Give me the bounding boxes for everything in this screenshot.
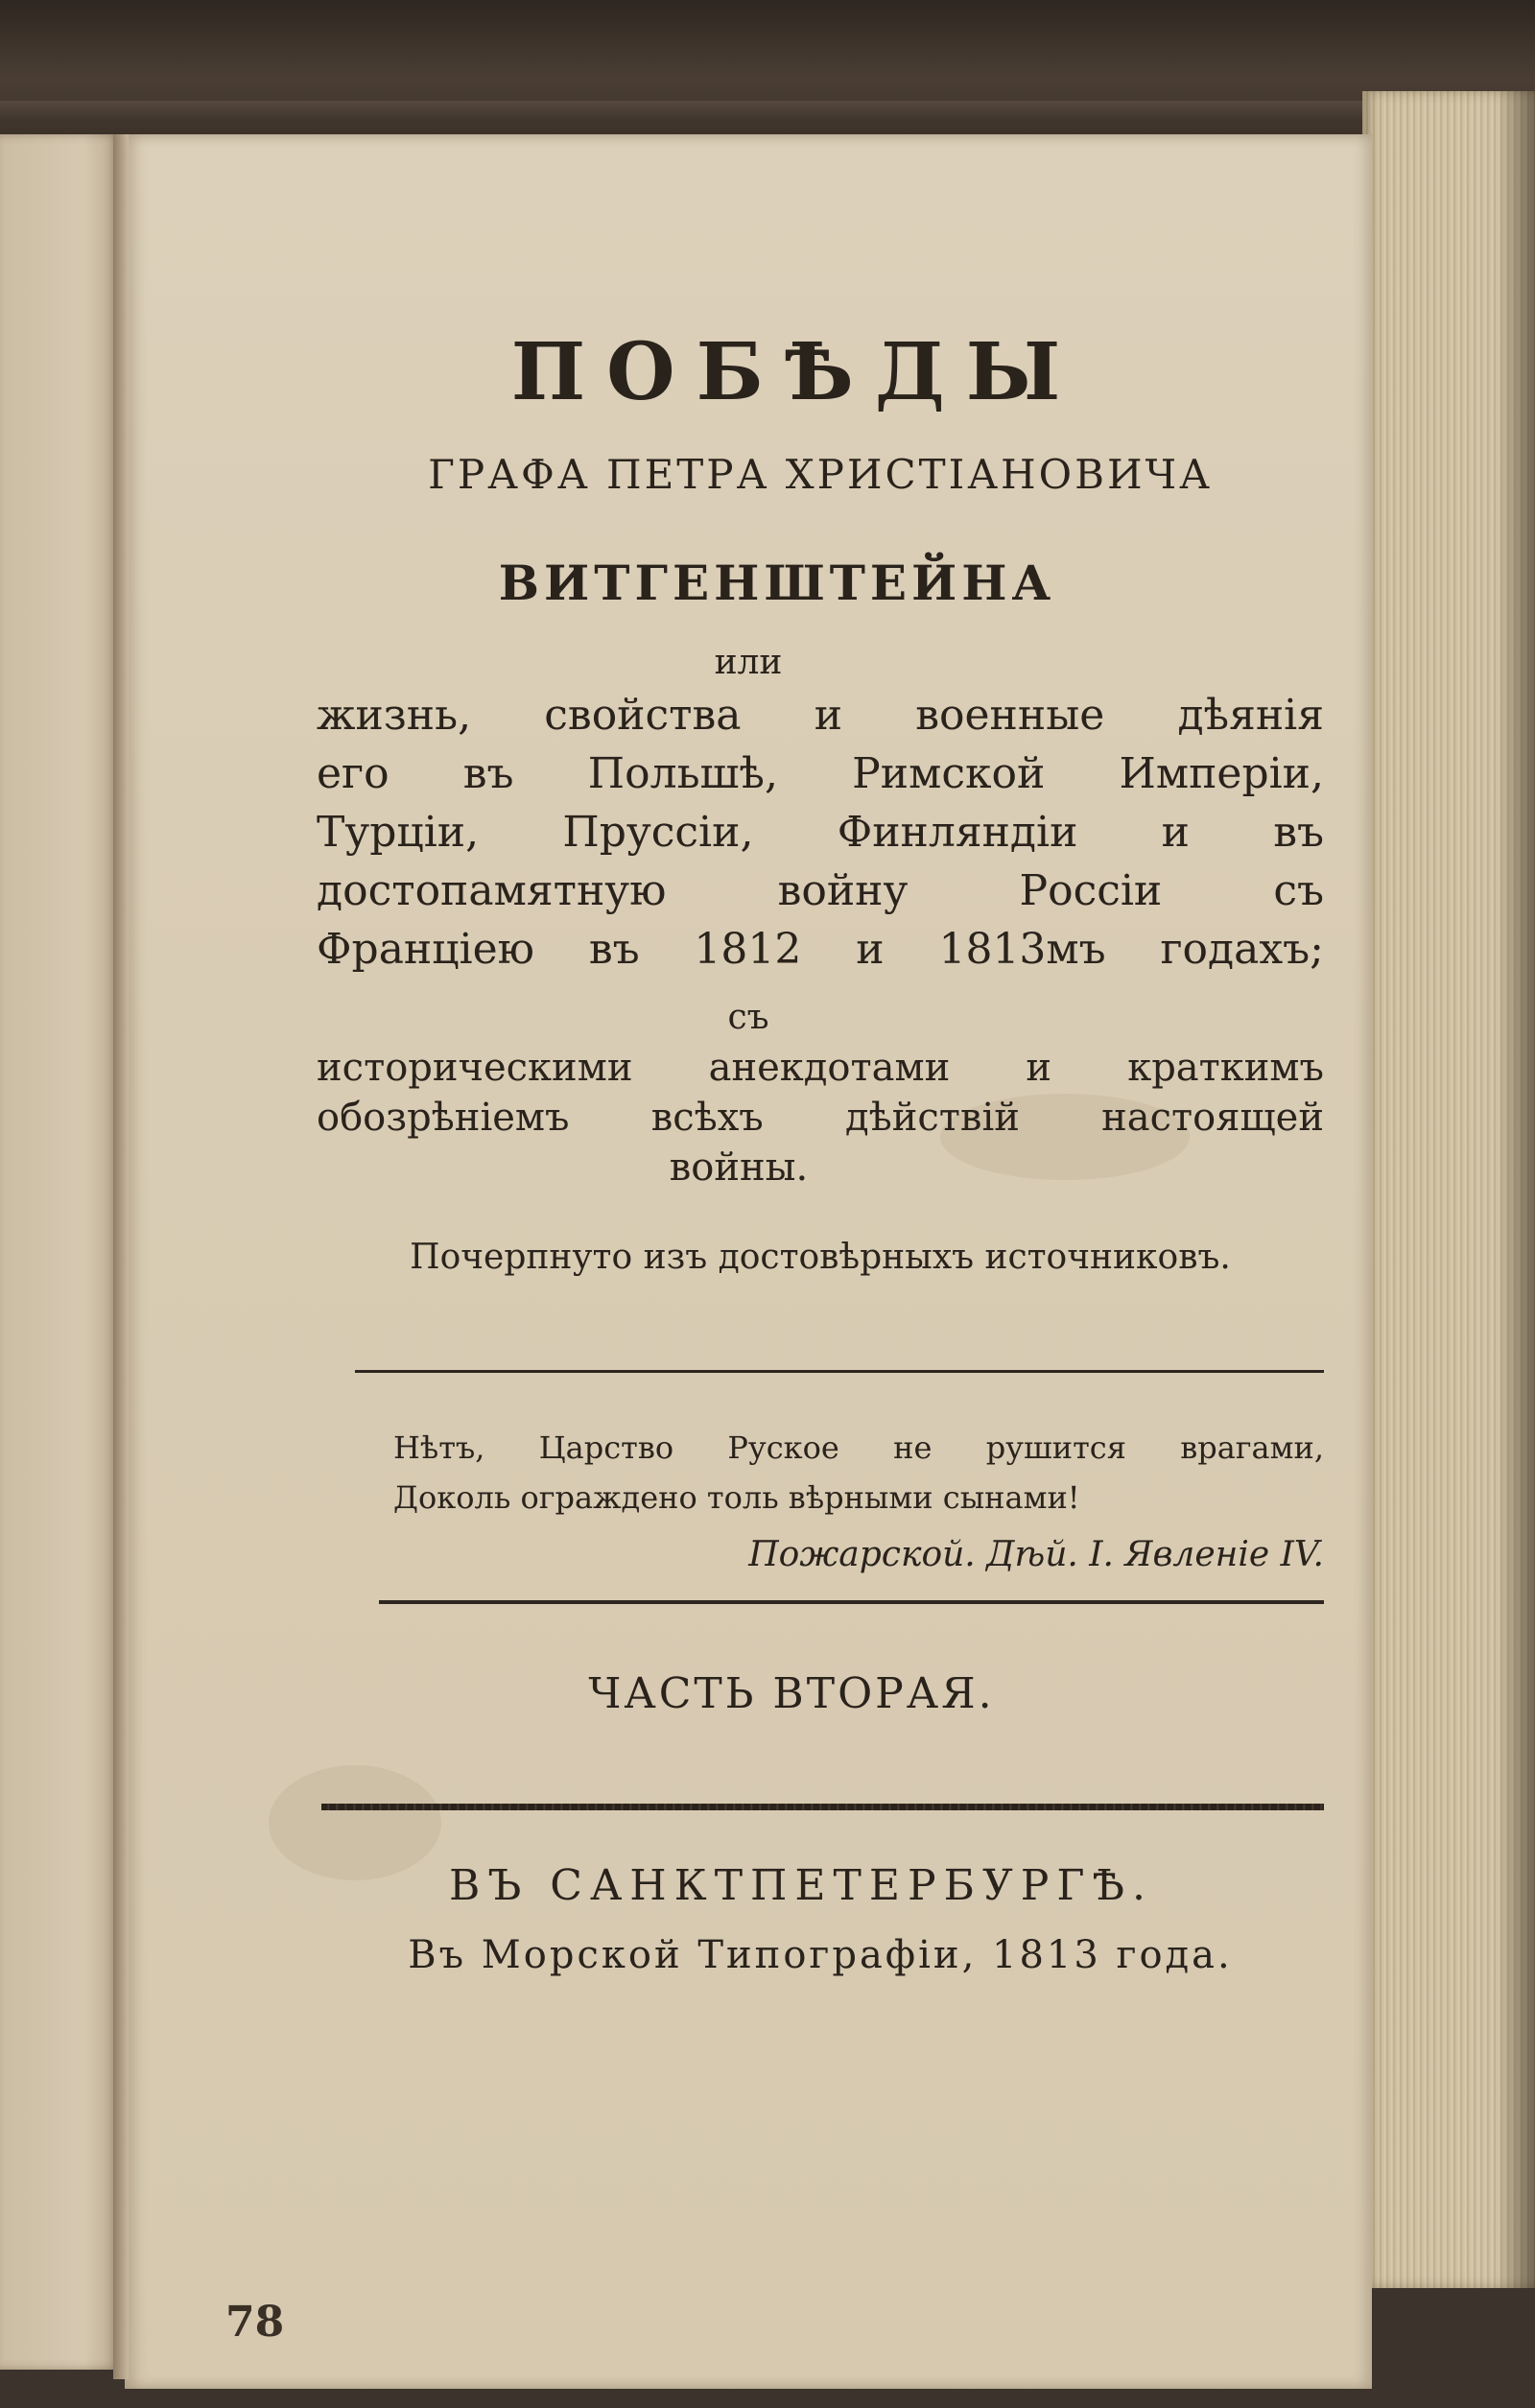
ornamental-rule — [321, 1804, 1324, 1810]
supplement-line: историческими анекдотами и краткимъ — [317, 1046, 1324, 1090]
folio-number: 78 — [225, 2298, 285, 2347]
left-page-edge — [0, 134, 120, 2370]
divider-rule — [355, 1370, 1324, 1373]
description-line: его въ Польшѣ, Римской Имперіи, — [317, 749, 1324, 798]
part-heading: ЧАСТЬ ВТОРАЯ. — [588, 1669, 995, 1718]
source-note: Почерпнуто изъ достовѣрныхъ источниковъ. — [410, 1238, 1231, 1277]
description-line: Франціею въ 1812 и 1813мъ годахъ; — [317, 925, 1324, 974]
title-page — [125, 134, 1372, 2389]
cover-spine-band — [0, 101, 1535, 122]
book-cover-top — [0, 0, 1535, 144]
epigraph-line: Нѣтъ, Царство Руское не рушится врагами, — [393, 1429, 1324, 1466]
page-block-shadow — [1497, 91, 1535, 2288]
subtitle-line-1: ГРАФА ПЕТРА ХРИСТІАНОВИЧА — [428, 451, 1213, 498]
subtitle-line-2: ВИТГЕНШТЕЙНА — [498, 555, 1056, 611]
imprint-printer: Въ Морской Типографіи, 1813 года. — [408, 1933, 1233, 1977]
book-gutter — [113, 134, 129, 2379]
description-line: достопамятную войну Россіи съ — [317, 866, 1324, 915]
divider-rule — [379, 1600, 1324, 1604]
epigraph-line: Доколь ограждено толь вѣрными сынами! — [393, 1479, 1080, 1516]
description-line: Турціи, Пруссіи, Финляндіи и въ — [317, 808, 1324, 857]
epigraph-citation: Пожарской. Дѣй. I. Явленіе IV. — [748, 1535, 1324, 1574]
imprint-city: ВЪ САНКТПЕТЕРБУРГѢ. — [449, 1861, 1153, 1910]
supplement-line: обозрѣніемъ всѣхъ дѣйствій настоящей — [317, 1096, 1324, 1140]
supplement-line: войны. — [669, 1145, 809, 1190]
connector-with: съ — [727, 998, 769, 1037]
page-title: ПОБѢДЫ — [510, 326, 1082, 418]
connector-or: или — [714, 643, 783, 682]
description-line: жизнь, свойства и военные дѣянія — [317, 691, 1324, 740]
